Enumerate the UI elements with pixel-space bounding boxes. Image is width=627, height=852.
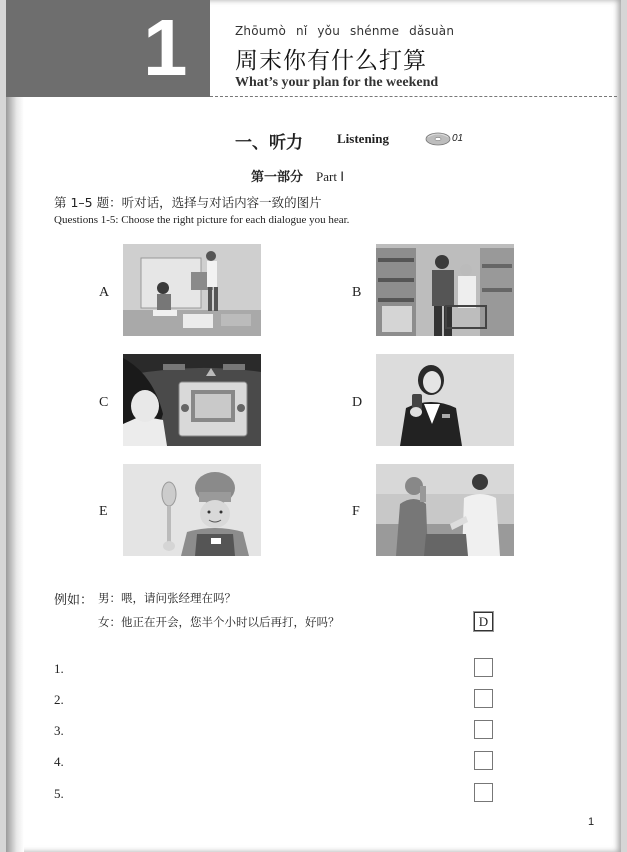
child-chef-photo xyxy=(123,464,261,556)
lesson-title-en: What’s your plan for the weekend xyxy=(235,75,439,90)
question-number-2: 2. xyxy=(54,692,64,707)
example-label: 例如： xyxy=(54,593,94,608)
lesson-number-block xyxy=(6,0,210,97)
page-spine-shadow xyxy=(6,0,24,852)
answer-box-1[interactable] xyxy=(474,658,493,677)
lesson-title-cn: 周末你有什么打算 xyxy=(235,48,427,74)
part-title-cn: 第一部分 xyxy=(251,170,304,185)
example-answer-box: D xyxy=(474,612,493,631)
question-number-1: 1. xyxy=(54,661,64,676)
header-dashed-divider xyxy=(210,96,617,97)
moving-house-photo xyxy=(123,244,261,336)
picture-label-f: F xyxy=(352,504,360,519)
question-number-5: 5. xyxy=(54,786,64,801)
supermarket-couple-photo xyxy=(376,244,514,336)
cd-audio-icon[interactable] xyxy=(425,130,451,146)
example-dialogue-line-2: 女：他正在开会，您半个小时以后再打，好吗？ xyxy=(98,615,340,629)
arguing-couple-photo xyxy=(376,464,514,556)
instruction-cn: 第 1–5 题：听对话，选择与对话内容一致的图片 xyxy=(54,195,322,210)
answer-box-4[interactable] xyxy=(474,751,493,770)
picture-label-a: A xyxy=(99,285,110,300)
audio-track-number: 01 xyxy=(452,133,464,144)
answer-box-3[interactable] xyxy=(474,720,493,739)
car-dashboard-photo xyxy=(123,354,261,446)
lesson-pinyin: Zhōumò nǐ yǒu shénme dǎsuàn xyxy=(235,24,455,38)
answer-box-5[interactable] xyxy=(474,783,493,802)
picture-label-b: B xyxy=(352,285,362,300)
answer-box-2[interactable] xyxy=(474,689,493,708)
instruction-en: Questions 1-5: Choose the right picture for each dialogue you hear. xyxy=(54,214,350,226)
picture-label-c: C xyxy=(99,395,109,410)
question-number-3: 3. xyxy=(54,723,64,738)
part-title-en: Part Ⅰ xyxy=(316,169,345,184)
lesson-number: 1 xyxy=(143,3,188,92)
part-heading xyxy=(251,166,344,185)
example-dialogue-line-1: 男：喂，请问张经理在吗？ xyxy=(98,591,236,605)
section-title-en: Listening xyxy=(337,131,390,146)
question-number-4: 4. xyxy=(54,754,64,769)
picture-label-e: E xyxy=(99,504,108,519)
page-number: 1 xyxy=(588,816,595,828)
receptionist-phone-photo xyxy=(376,354,514,446)
section-title-cn: 一、听力 xyxy=(235,133,303,153)
picture-label-d: D xyxy=(352,395,363,410)
textbook-page xyxy=(6,0,621,852)
